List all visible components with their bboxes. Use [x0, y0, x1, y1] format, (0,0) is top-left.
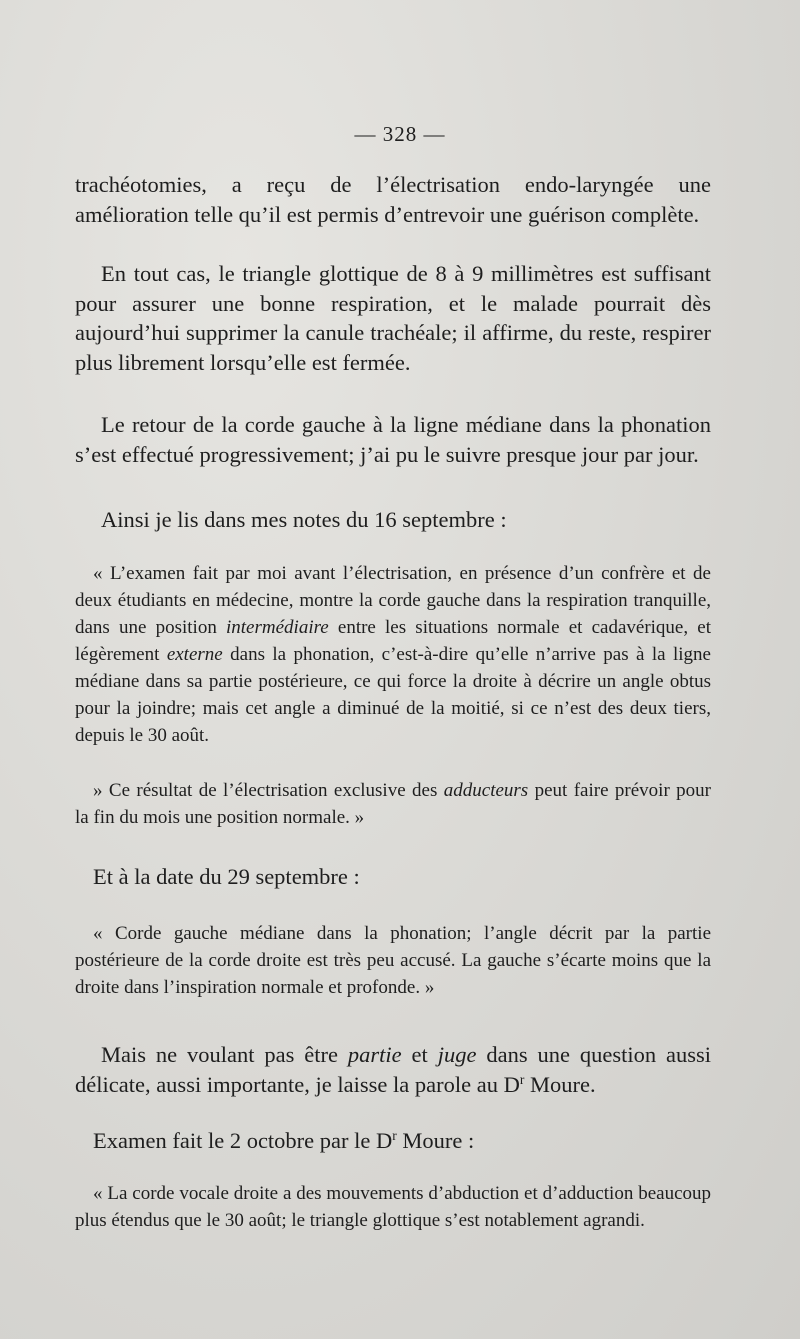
- quote1-part-a: « L’examen fait par moi avant l’électrisation, en présence d’un confrère et de deux étudiants en médecine, montre la corde gauche dans la respiration tranquille, dans une position: [75, 563, 711, 638]
- heading-exam-part-a: Examen fait le 2 octobre par le D: [93, 1128, 393, 1153]
- p5-italic-partie: partie: [347, 1042, 402, 1067]
- quote1-part-b: entre les situations normale et cadavérique, et légèrement: [75, 617, 711, 665]
- quote-resultat: [75, 777, 711, 831]
- quote1-part-d: » Ce résultat de l’électrisation exclusive des: [93, 780, 444, 801]
- p5-sup-r: r: [519, 1071, 525, 1087]
- quote1-italic-intermediaire: intermédiaire: [226, 617, 329, 638]
- paragraph-continuation: trachéotomies, a reçu de l’électrisation endo-laryngée une amélioration telle qu’il est permis d’entrevoir une guérison complète.: [75, 172, 711, 227]
- paragraph-retour: Le retour de la corde gauche à la ligne médiane dans la phonation s’est effectué progressivement; j’ai pu le suivre presque jour par jour.: [75, 412, 711, 467]
- quote-moure: « La corde vocale droite a des mouvements d’abduction et d’adduction beaucoup plus étendus que le 30 août; le triangle glottique s’est notablement agrandi.: [75, 1183, 711, 1231]
- quote-29-septembre: « Corde gauche médiane dans la phonation; l’angle décrit par la partie postérieure de la corde droite est très peu accusé. La gauche s’écarte moins que la droite dans l’inspiration normale et profonde. »: [75, 923, 711, 998]
- heading-examen-2-octobre: [93, 1128, 474, 1154]
- p5-part-c: dans une question aussi délicate, aussi importante, je laisse la parole au D: [75, 1042, 711, 1097]
- p5-part-d: Moure.: [524, 1071, 596, 1097]
- quote1-part-e: peut faire prévoir pour la fin du mois une position normale. »: [75, 780, 711, 828]
- p5-part-b: et: [401, 1042, 438, 1067]
- page-number: — 328 —: [354, 122, 446, 146]
- heading-29-septembre: Et à la date du 29 septembre :: [93, 864, 360, 889]
- quote1-part-c: dans la phonation, c’est-à-dire qu’elle n’arrive pas à la ligne médiane dans sa partie postérieure, ce qui force la droite à décrire un angle obtus pour la joindre; mais cet angle a diminué de la moitié, si ce n’est des deux tiers, depuis le 30 août.: [75, 644, 711, 746]
- quote1-italic-externe: externe: [166, 644, 223, 665]
- heading-exam-sup-r: r: [392, 1127, 397, 1143]
- paragraph-partie-juge: [75, 1040, 711, 1099]
- quote1-italic-adducteurs: adducteurs: [443, 780, 529, 801]
- p5-italic-juge: juge: [437, 1042, 477, 1067]
- quote-16-septembre: [75, 560, 711, 749]
- heading-exam-part-b: Moure :: [396, 1128, 475, 1153]
- paragraph-triangle: En tout cas, le triangle glottique de 8 à 9 millimètres est suffisant pour assurer une bonne respiration, et le malade pourrait dès aujourd’hui supprimer la canule trachéale; il affirme, du reste, respirer plus librement lorsqu’elle est fermée.: [75, 261, 711, 375]
- paragraph-notes-intro: Ainsi je lis dans mes notes du 16 septembre :: [101, 507, 507, 532]
- p5-part-a: Mais ne voulant pas être: [101, 1042, 348, 1067]
